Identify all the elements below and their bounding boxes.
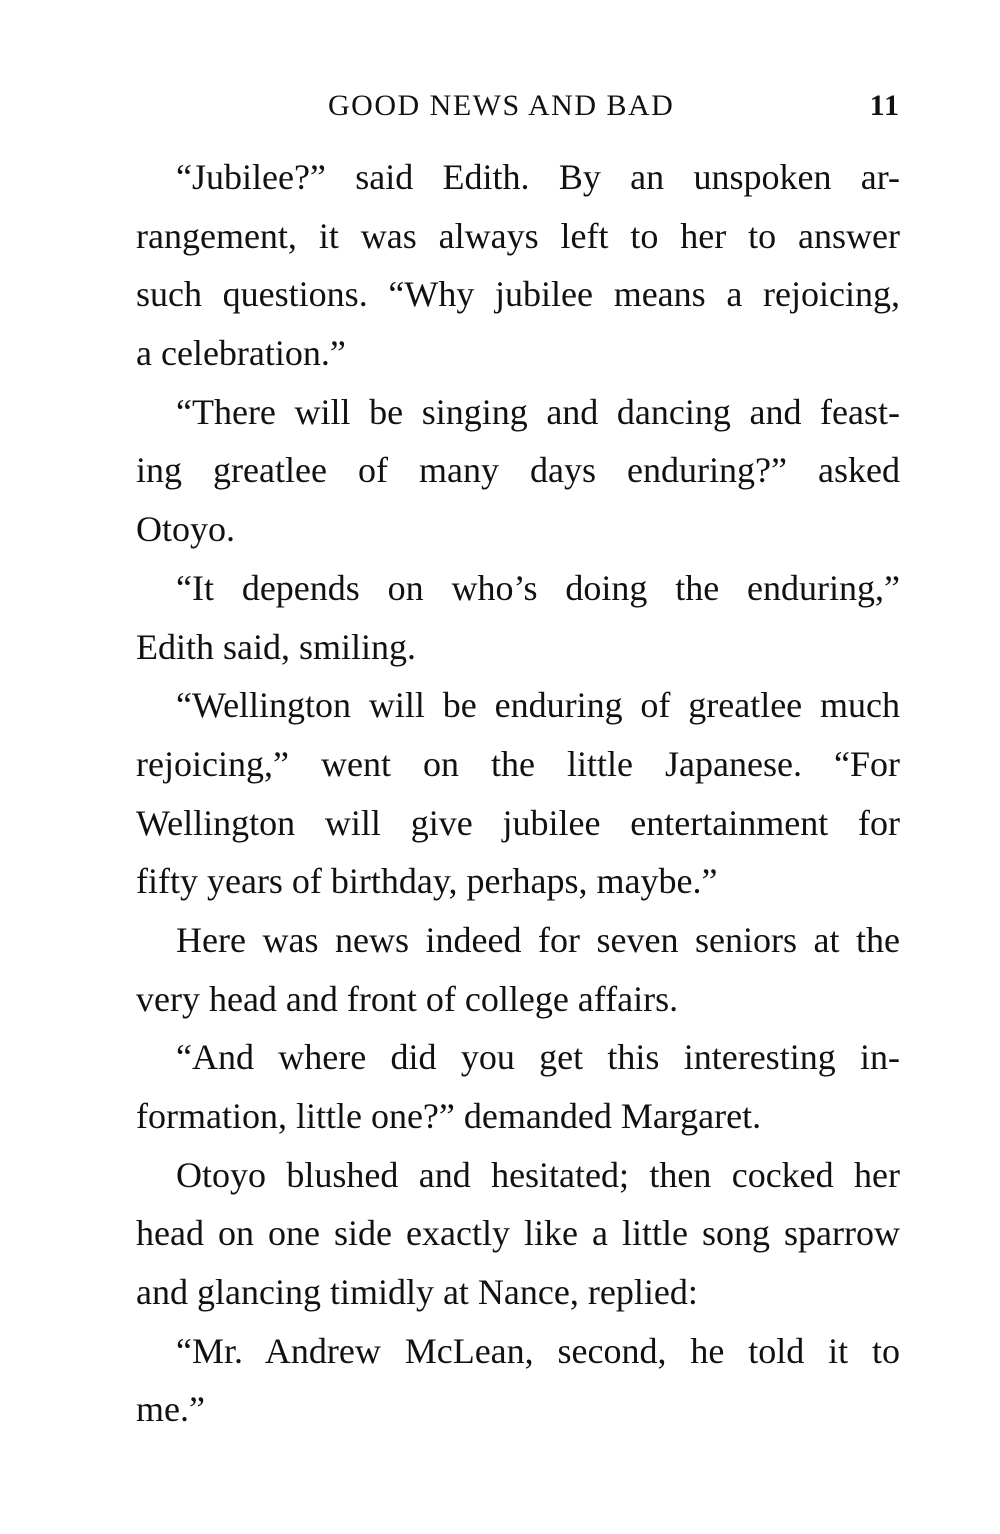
text-line: Edith said, smiling. (136, 626, 417, 667)
text-line: ing greatlee of many days enduring?” asked (136, 450, 900, 491)
body-text (136, 148, 900, 1439)
text-line: “Mr. Andrew McLean, second, he told it to (176, 1330, 900, 1371)
text-line: “There will be singing and dancing and feast- (176, 391, 900, 432)
text-line: Wellington will give jubilee entertainment for (136, 802, 900, 843)
text-line: Here was news indeed for seven seniors at the (176, 919, 900, 960)
text-line: rejoicing,” went on the little Japanese. “For (136, 743, 900, 784)
text-line: a celebration.” (136, 333, 346, 374)
text-line: “Jubilee?” said Edith. By an unspoken ar- (176, 157, 900, 197)
text-line: “Wellington will be enduring of greatlee much (176, 685, 900, 726)
text-line: “It depends on who’s doing the enduring,” (176, 567, 900, 608)
text-line: rangement, it was always left to her to answer (136, 215, 900, 256)
text-line: such questions. “Why jubilee means a rejoicing, (136, 274, 900, 315)
text-line: fifty years of birthday, perhaps, maybe.” (136, 861, 718, 902)
running-header (136, 83, 900, 127)
text-line: very head and front of college affairs. (136, 978, 679, 1019)
text-line: Otoyo. (136, 509, 235, 550)
text-line: and glancing timidly at Nance, replied: (136, 1272, 698, 1313)
text-line: formation, little one?” demanded Margaret. (136, 1096, 762, 1136)
text-line: Otoyo blushed and hesitated; then cocked her (176, 1154, 900, 1195)
running-title: GOOD NEWS AND BAD (328, 89, 675, 122)
text-line: me.” (136, 1389, 205, 1430)
text-line: head on one side exactly like a little song sparrow (136, 1213, 900, 1254)
text-line: “And where did you get this interesting in- (176, 1037, 900, 1078)
page-number: 11 (869, 89, 900, 122)
